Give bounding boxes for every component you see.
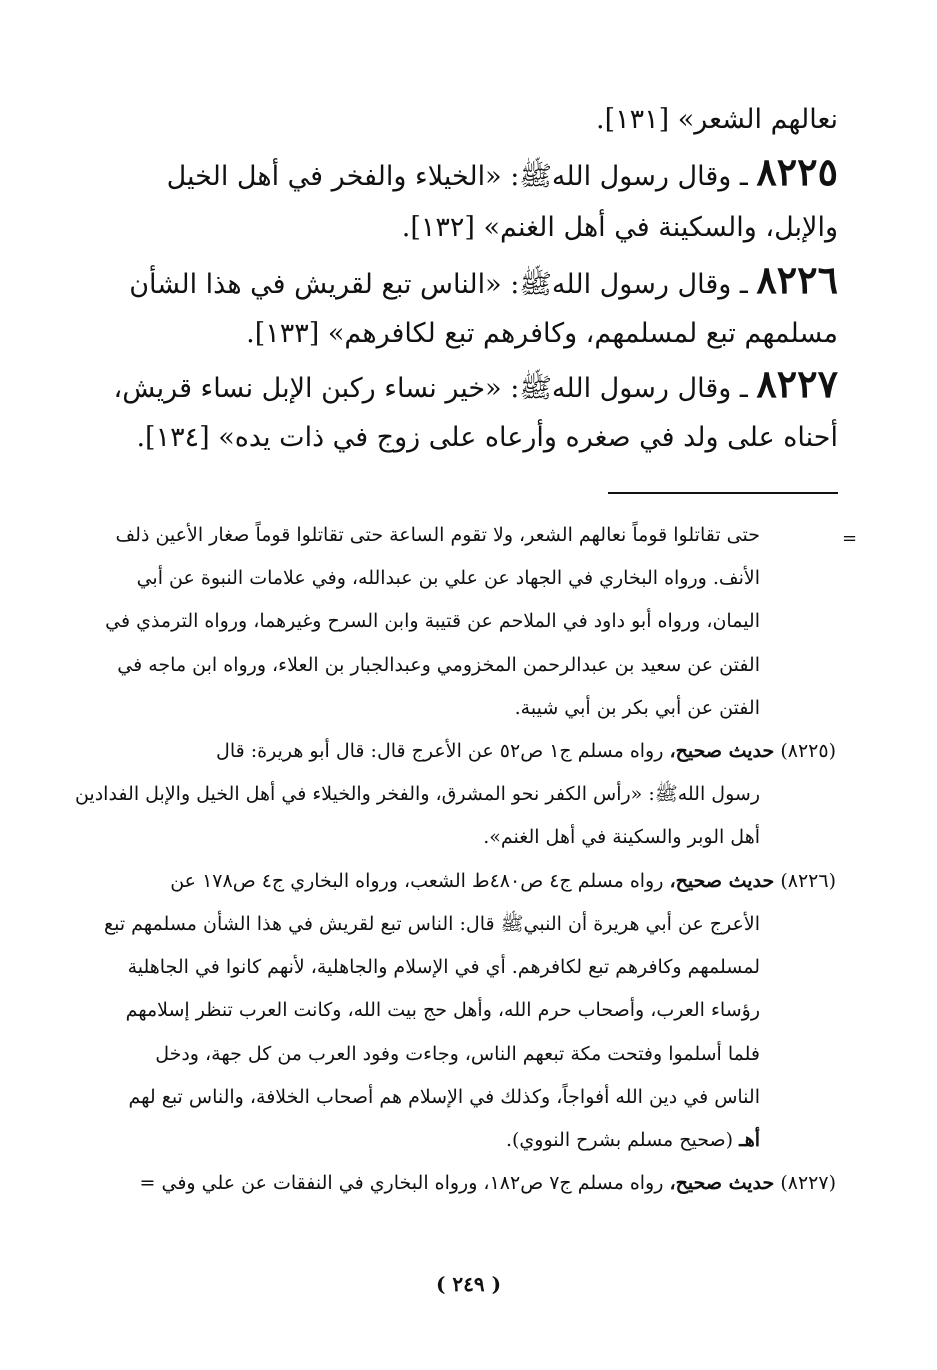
abbreviation: أهـ <box>739 1129 760 1151</box>
footnote-8227-line-1 <box>140 1168 836 1198</box>
footnote-text: رواه مسلم ج٧ ص١٨٢، ورواه البخاري في النفقات عن علي وفي <box>161 1172 664 1194</box>
footnote-cont-line: الفتن عن سعيد بن عبدالرحمن المخزومي وعبدالجبار بن العلاء، ورواه ابن ماجه في <box>117 654 760 676</box>
footnote-separator <box>608 492 838 494</box>
footnote-8225-line-2: رسول اللهﷺ: «رأس الكفر نحو المشرق، والفخر والخيلاء في أهل الخيل والإبل الفدادين <box>74 783 760 805</box>
hadith-8225-line-1 <box>166 149 838 197</box>
hadith-grade: حديث صحيح، <box>669 870 775 892</box>
footnote-8225-line-1 <box>216 736 836 766</box>
page-number: ( ٢٤٩ ) <box>435 1272 502 1296</box>
hadith-text: والإبل، والسكينة في أهل الغنم» [١٣٢]. <box>401 212 838 243</box>
footnote-8226-line-2: الأعرج عن أبي هريرة أن النبيﷺ قال: الناس تبع لقريش في هذا الشأن مسلمهم تبع <box>103 913 760 935</box>
hadith-8226-line-2 <box>246 314 838 354</box>
footnote-8226-line-5: فلما أسلموا وفتحت مكة تبعهم الناس، وجاءت وفود العرب من كل جهة، ودخل <box>155 1043 760 1065</box>
footnote-text: رواه مسلم ج١ ص٥٢ عن الأعرج قال: قال أبو هريرة: قال <box>216 740 664 762</box>
hadith-text: ـ وقال رسول اللهﷺ: «الناس تبع لقريش في هذا الشأن <box>129 269 748 300</box>
hadith-grade: حديث صحيح، <box>669 740 775 762</box>
main-line-1 <box>596 100 838 140</box>
footnote-8226-line-3: لمسلمهم وكافرهم تبع لكافرهم. أي في الإسلام والجاهلية، لأنهم كانوا في الجاهلية <box>127 956 760 978</box>
hadith-number: ٨٢٢٧ <box>756 361 838 406</box>
footnote-cont-line: الأنف. ورواه البخاري في الجهاد عن علي بن عبدالله، وفي علامات النبوة عن أبي <box>136 567 760 589</box>
footnote-number: (٨٢٢٦) <box>780 870 836 892</box>
footnote-text: (صحيح مسلم بشرح النووي). <box>505 1129 734 1151</box>
footnote-8226-line-1 <box>170 866 836 896</box>
hadith-number: ٨٢٢٦ <box>756 257 838 302</box>
main-text: نعالهم الشعر» [١٣١]. <box>595 104 838 135</box>
footnote-number: (٨٢٢٧) <box>780 1172 836 1194</box>
footnote-8226-line-7 <box>506 1125 760 1155</box>
hadith-text: مسلمهم تبع لمسلمهم، وكافرهم تبع لكافرهم» [١٣٣]. <box>246 318 838 349</box>
footnote-number: (٨٢٢٥) <box>780 740 836 762</box>
hadith-8225-line-2 <box>402 208 838 248</box>
hadith-8226-line-1 <box>129 257 838 305</box>
footnote-8225-line-3: أهل الوبر والسكينة في أهل الغنم». <box>483 826 760 848</box>
footnote-cont-line: الفتن عن أبي بكر بن أبي شيبة. <box>514 697 760 719</box>
footnote-8226-line-4: رؤساء العرب، وأصحاب حرم الله، وأهل حج بيت الله، وكانت العرب تنظر إسلامهم <box>125 999 760 1021</box>
continuation-mark: = <box>139 1172 156 1194</box>
hadith-text: أحناه على ولد في صغره وأرعاه على زوج في ذات يده» [١٣٤]. <box>136 422 838 453</box>
hadith-grade: حديث صحيح، <box>669 1172 775 1194</box>
hadith-number: ٨٢٢٥ <box>756 149 838 194</box>
hadith-text: ـ وقال رسول اللهﷺ: «خير نساء ركبن الإبل نساء قريش، <box>113 373 748 404</box>
hadith-8227-line-2 <box>136 418 838 458</box>
footnote-text: رواه مسلم ج٤ ص٤٨٠ط الشعب، ورواه البخاري ج٤ ص١٧٨ عن <box>170 870 664 892</box>
hadith-8227-line-1 <box>113 361 838 409</box>
footnote-cont-line: اليمان، ورواه أبو داود في الملاحم عن قتيبة وابن السرح وغيرهما، ورواه الترمذي في <box>105 610 760 632</box>
footnote-8226-line-6: الناس في دين الله أفواجاً، وكذلك في الإسلام هم أصحاب الخلافة، والناس تبع لهم <box>128 1086 760 1108</box>
footnote-cont-line: حتى تقاتلوا قوماً نعالهم الشعر، ولا تقوم الساعة حتى تقاتلوا قوماً صغار الأعين ذلف <box>115 524 760 546</box>
continuation-mark: = <box>842 528 858 549</box>
hadith-text: ـ وقال رسول اللهﷺ: «الخيلاء والفخر في أهل الخيل <box>166 161 748 192</box>
